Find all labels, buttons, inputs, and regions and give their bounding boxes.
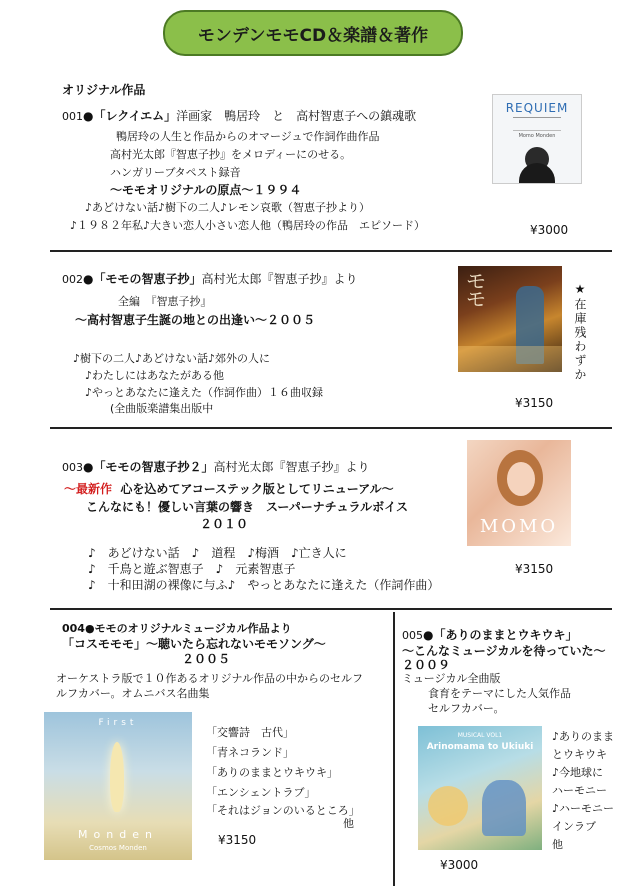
item-001-line: 鴨居玲の人生と作品からのオマージュで作詞作曲作品 [116,130,380,143]
bullet: ● [423,628,434,642]
item-003-line: こんなにも！優しい言葉の響き スーパーナチュラルボイス [86,500,408,514]
item-003-lead [64,480,394,497]
item-005-song: インラブ [552,820,596,833]
divider [50,427,612,429]
item-002-subtitle: 高村光太郎『智恵子抄』より [201,272,358,286]
item-001-songs: ♪１９８２年私♪大きい恋人小さい恋人他（鴨居玲の作品 エピソード） [70,219,426,232]
item-003-subtitle: 高村光太郎『智恵子抄』より [213,460,370,474]
item-002-tagline: 〜高村智恵子生誕の地との出逢い〜２００５ [75,313,316,327]
item-004-desc: オーケストラ版で１０作あるオリジナル作品の中からのセルフ [56,672,364,685]
cover-name: Cosmos Monden [89,844,147,852]
item-001-line: 高村光太郎『智恵子抄』をメロディーにのせる。 [110,148,352,161]
cover-top: First [98,718,138,728]
item-005-song: ♪ハーモニー [552,802,615,815]
cover-bottom: Monden [78,828,158,841]
item-004-number: 004 [62,622,85,635]
item-003-header [62,458,370,475]
item-005-song: ♪今地球に [552,766,604,779]
item-002-songs: ♪樹下の二人♪あどけない話♪郊外の人に [73,352,271,365]
cover-title: MOMO [479,516,559,537]
item-005-subtitle: 〜こんなミュージカルを待っていた〜 [402,644,606,658]
bullet: ● [83,460,94,474]
page-title: モンデンモモCD＆楽譜＆著作 [197,25,429,46]
item-004-songs-other: 他 [343,817,354,830]
item-005-desc: ミュージカル全曲版 [402,672,501,685]
item-002-header [62,270,358,287]
item-003-year: ２０１０ [200,517,249,531]
item-001-title: 「レクイエム」 [93,109,177,123]
bullet: ● [83,109,94,123]
item-002-stock-note: ★在庫残わずか [573,282,587,382]
item-003-songs: ♪ 千鳥と遊ぶ智恵子 ♪ 元素智恵子 [88,562,296,576]
item-003-title: 「モモの智恵子抄２」 [93,460,214,474]
item-005-desc: 食育をテーマにした人気作品 [428,687,571,700]
item-004-cover-image [44,712,192,860]
item-002-price: ¥3150 [515,396,554,410]
item-003-price: ¥3150 [515,562,554,576]
item-002-songs: ♪やっとあなたに逢えた（作詞作曲）１６曲収録 [85,386,324,399]
item-002-title: 「モモの智恵子抄」 [93,272,202,286]
item-005-song: とウキウキ [552,748,607,761]
item-001-songs: ♪あどけない話♪樹下の二人♪レモン哀歌（智恵子抄より） [85,201,371,214]
item-005-song: 他 [552,838,563,851]
page-title-pill [163,10,463,56]
item-002-songs: ♪わたしにはあなたがある他 [85,369,225,382]
item-004-song: 「ありのままとウキウキ」 [206,766,338,779]
item-001-number: 001 [62,110,83,123]
item-001-line: ハンガリーブタペスト録音 [110,166,241,179]
item-004-title: 「コスモモモ」〜聴いたら忘れないモモソング〜 [62,637,326,651]
item-004-desc: ルフカバー。オムニバス名曲集 [56,687,210,700]
item-005-year: ２００９ [402,658,451,672]
item-001-subtitle: 洋画家 鴨居玲 と 高村智恵子への鎮魂歌 [176,109,417,123]
bullet: ● [83,272,94,286]
item-004-year: ２００５ [182,652,231,666]
item-003-songs: ♪ あどけない話 ♪ 道程 ♪梅酒 ♪亡き人に [88,546,347,560]
item-005-cover-image [418,726,542,850]
item-004-price: ¥3150 [218,833,257,847]
cover-title: Arinomama to Ukiuki [426,742,534,752]
item-004-header [62,620,292,636]
item-004-head1: ●モモのオリジナルミュージカル作品より [84,622,292,635]
item-005-number: 005 [402,629,423,642]
item-001-price: ¥3000 [530,223,569,237]
item-002-cover-image: モモ [458,266,562,372]
item-001-tagline: 〜モモオリジナルの原点〜１９９４ [110,183,302,197]
item-002-songs: (全曲版楽譜集出版中 [110,402,214,415]
item-001-cover-image [492,94,582,184]
item-003-new-label: 〜最新作 [64,482,113,496]
item-004-song: 「それはジョンのいるところ」 [206,804,360,817]
section-heading: オリジナル作品 [62,83,146,97]
divider [50,608,612,610]
item-002-line: 全編 『智恵子抄』 [118,295,212,308]
item-002-number: 002 [62,273,83,286]
item-004-song: 「交響詩 古代」 [206,726,294,739]
cover-small: MUSICAL VOL1 [457,732,503,739]
item-003-lead-text: 心を込めてアコーステック版としてリニューアル〜 [120,482,394,496]
item-004-song: 「エンシェントラブ」 [206,786,316,799]
cover-artist: Momo Monden [518,133,556,139]
item-003-number: 003 [62,461,83,474]
item-005-header [402,626,578,643]
item-004-song: 「青ネコランド」 [206,746,294,759]
item-005-song: ハーモニー [552,784,607,797]
item-005-price: ¥3000 [440,858,479,872]
item-003-cover-image [467,440,571,546]
item-005-title: 「ありのままとウキウキ」 [433,628,578,642]
divider [50,250,612,252]
item-005-desc: セルフカバー。 [428,702,505,715]
item-001-header [62,107,416,124]
cover-title: REQUIEM [505,101,569,115]
item-005-song: ♪ありのまま [552,730,615,743]
item-003-songs: ♪ 十和田湖の裸像に与ふ♪ やっとあなたに逢えた（作詞作曲） [88,578,440,592]
divider-vertical [393,612,395,886]
